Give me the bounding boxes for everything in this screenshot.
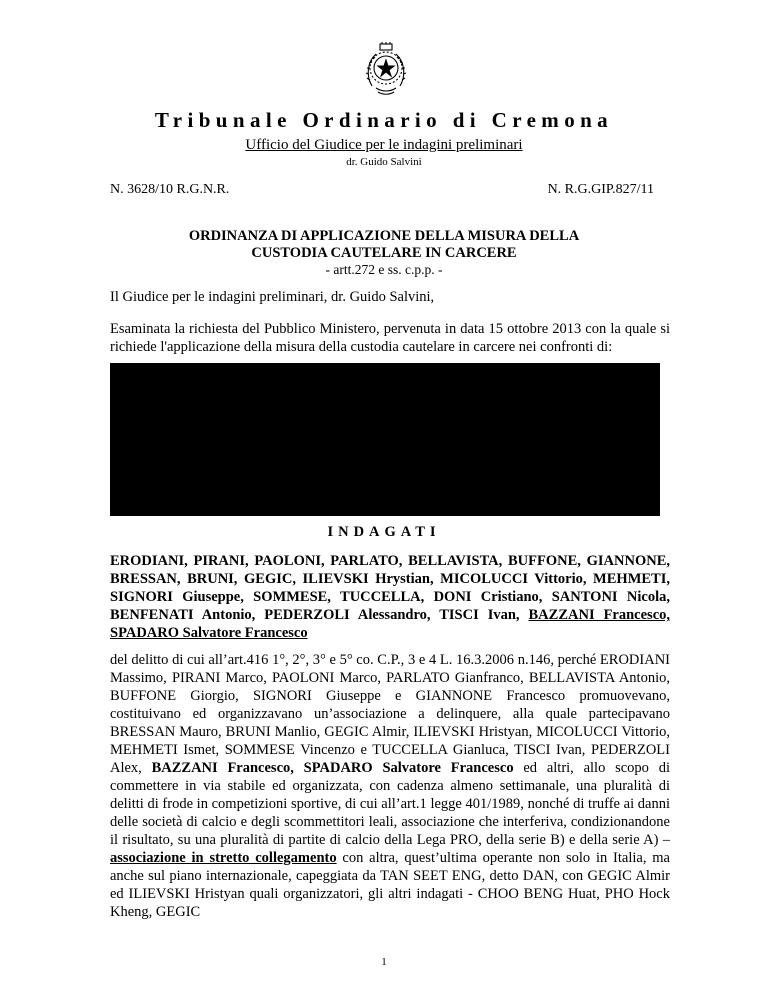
intro-paragraph: Il Giudice per le indagini preliminari, dr. Guido Salvini, [110,289,435,305]
rggip-number: N. R.G.GIP.827/11 [547,182,654,197]
suspects-names: ERODIANI, PIRANI, PAOLONI, PARLATO, BELLAVISTA, BUFFONE, GIANNONE, BRESSAN, BRUNI, GEGIC, ILIEVSKI Hrystian, MICOLUCCI Vittorio, MEHMETI, SIGNORI Giuseppe, SOMMESE, TUCCELLA, DONI Cristiano, SANTONI Nicola, BENFENATI Antonio, PEDERZOLI Alessandro, TISCI Ivan, [110,553,670,623]
court-title: Tribunale Ordinario di Cremona [154,108,614,132]
ordinance-subtitle: - artt.272 e ss. c.p.p. - [325,262,443,277]
indagati-heading: INDAGATI [327,524,441,540]
charge-text-3: con altra, quest’ultima operante non solo in Italia, ma anche sul piano internazionale, capeggiata da TAN SEET ENG, detto DAN, con GEGIC Almir ed ILIEVSKI Hristyan quali organizzatori, gli altri indagati - CHOO BENG Huat, PHO Hock Kheng, GEGIC [110,850,670,920]
charge-bold-names: BAZZANI Francesco, SPADARO Salvatore Francesco [151,760,514,776]
charge-paragraph [110,651,670,921]
office-name: Ufficio del Giudice per le indagini preliminari [245,137,523,153]
ordinance-title-line-1: ORDINANZA DI APPLICAZIONE DELLA MISURA DELLA [188,228,580,244]
charge-bold-association: associazione in stretto collegamento [110,850,337,866]
ordinance-title [0,228,768,262]
judge-name: dr. Guido Salvini [346,156,422,168]
redacted-block [110,363,660,516]
request-paragraph: Esaminata la richiesta del Pubblico Ministero, pervenuta in data 15 ottobre 2013 con la quale si richiede l'applicazione della misura della custodia cautelare in carcere nei confronti di: [110,321,670,355]
ordinance-title-line-2: CUSTODIA CAUTELARE IN CARCERE [251,245,517,261]
charge-text-1: del delitto di cui all’art.416 1°, 2°, 3° e 5° co. C.P., 3 e 4 L. 16.3.2006 n.146, perché ERODIANI Massimo, PIRANI Marco, PAOLONI Marco, PARLATO Gianfranco, BELLAVISTA Antonio, BUFFONE Giorgio, SIGNORI Giuseppe e GIANNONE Francesco promuovevano, costituivano ed organizzavano un’associazione a delinquere, alla quale partecipavano BRESSAN Mauro, BRUNI Manlio, GEGIC Almir, ILIEVSKI Hristyan, MICOLUCCI Vittorio, MEHMETI Ismet, SOMMESE Vincenzo e TUCCELLA Gianluca, TISCI Ivan, PEDERZOLI Alex, [110,652,670,776]
page-number: 1 [381,956,387,968]
republic-emblem-icon [364,40,408,102]
suspect-underlined-2: SPADARO Salvatore Francesco [110,625,308,641]
rgnr-number: N. 3628/10 R.G.N.R. [110,182,230,197]
suspects-list [110,552,670,642]
suspect-underlined-1: BAZZANI Francesco, [528,607,670,623]
charge-text-2: ed altri, allo scopo di commettere in via stabile ed organizzata, con cadenza almeno settimanale, una pluralità di delitti di frode in competizioni sportive, di cui all’art.1 legge 401/1989, nonché di truffe ai danni delle società di calcio e degli scommettitori leali, associazione che interferiva, condizionandone il risultato, su una pluralità di partite di calcio della Lega PRO, della serie B) e della serie A) – [110,760,670,848]
